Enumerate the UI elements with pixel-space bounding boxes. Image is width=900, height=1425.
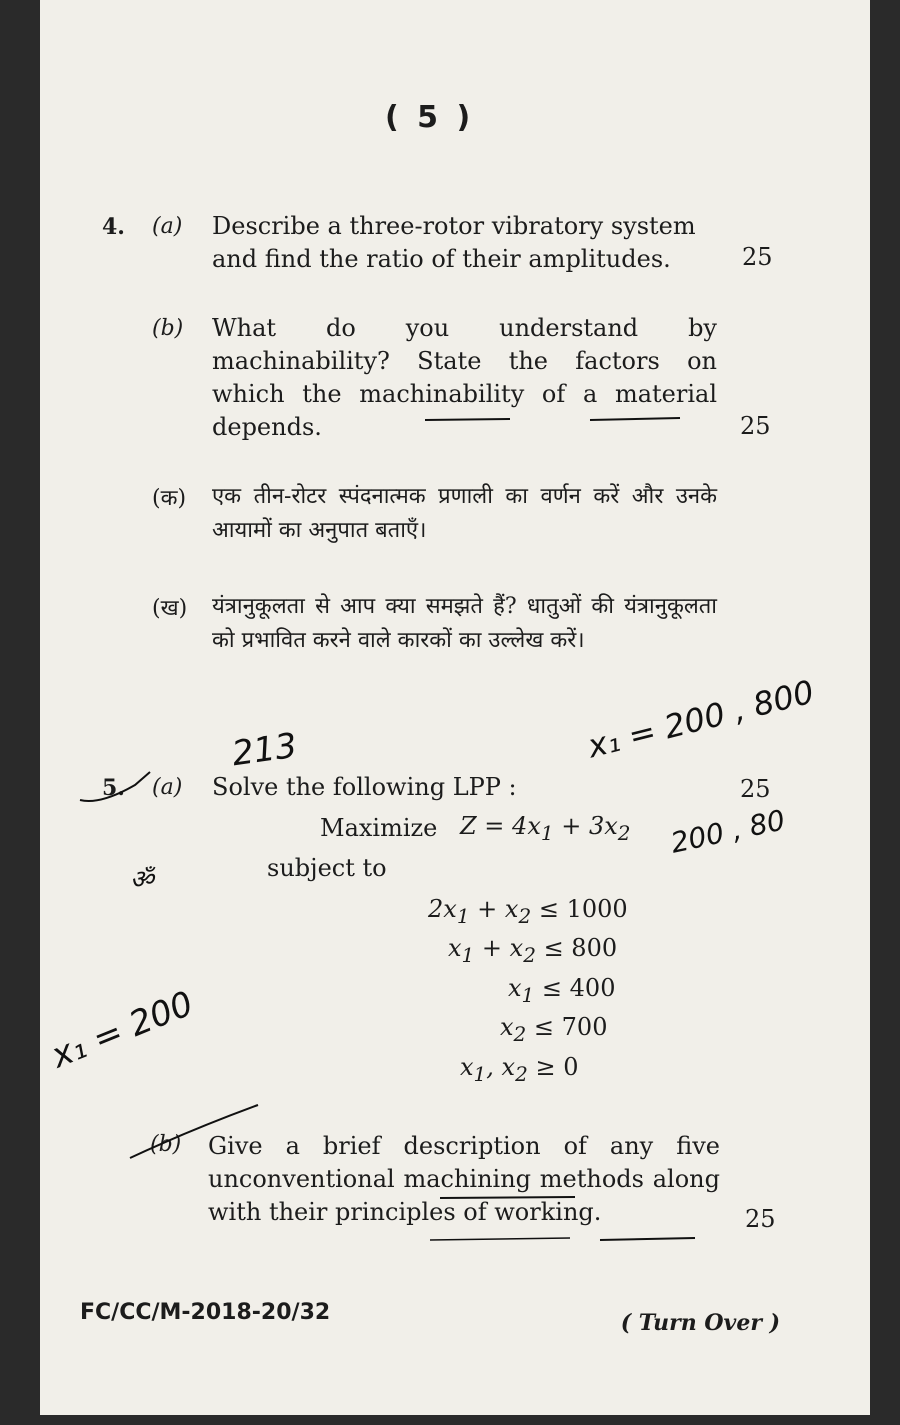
- question-number-4: 4.: [102, 214, 125, 240]
- page-number: ( 5 ): [385, 100, 475, 135]
- handwritten-note-right: 200 , 80: [667, 803, 788, 860]
- paper-code: FC/CC/M-2018-20/32: [80, 1300, 331, 1325]
- maximize-label: Maximize: [320, 814, 438, 842]
- turn-over-note: ( Turn Over ): [620, 1310, 780, 1336]
- tick-mark-5a: [80, 772, 150, 801]
- q4ka-text: एक तीन-रोटर स्पंदनात्मक प्रणाली का वर्णन करें और उनके आयामों का अनुपात बताएँ।: [212, 484, 717, 543]
- handwritten-note-x1-left: x₁ = 200: [45, 983, 199, 1077]
- handwritten-note-x1-top: x₁ = 200 , 800: [583, 672, 818, 766]
- objective-function: $Z = 4x_1 + 3x_2$: [460, 812, 631, 845]
- exam-page: [40, 0, 870, 1415]
- underline-machinability: [425, 419, 510, 420]
- constraint-4: $x_2 \le 700$: [500, 1013, 608, 1046]
- underline-working: [600, 1238, 695, 1240]
- constraint-2: $x_1 + x_2 \le 800$: [448, 934, 618, 967]
- handwritten-note-213: 213: [229, 725, 300, 775]
- underline-material: [590, 418, 680, 420]
- q5a-label: (a): [152, 775, 183, 800]
- q4b-label: (b): [152, 316, 184, 341]
- q4kha-label: (ख): [152, 596, 188, 621]
- q4a-marks: 25: [742, 243, 773, 271]
- pen-strokes: [40, 0, 870, 1415]
- q5a-marks: 25: [740, 775, 771, 803]
- q4a-label: (a): [152, 214, 183, 239]
- q5a-text: Solve the following LPP :: [212, 773, 517, 801]
- q5b-label: (b): [150, 1132, 182, 1157]
- underline-machining: [440, 1197, 575, 1198]
- q4b-marks: 25: [740, 412, 771, 440]
- constraint-5: $x_1$, $x_2 \ge 0$: [460, 1053, 579, 1086]
- q4ka-label: (क): [152, 486, 187, 511]
- constraint-1: $2x_1 + x_2 \le 1000$: [428, 895, 628, 928]
- q5b-marks: 25: [745, 1205, 776, 1233]
- underline-principles: [430, 1238, 570, 1240]
- q4b-text: What do you understand by machinability? State the factors on which the machinability of a material depends.: [212, 314, 717, 441]
- subject-to-label: subject to: [267, 854, 387, 882]
- tick-mark-5b: [130, 1105, 258, 1158]
- question-number-5: 5.: [102, 775, 125, 801]
- q4kha-text: यंत्रानुकूलता से आप क्या समझते हैं? धातुओं की यंत्रानुकूलता को प्रभावित करने वाले कारकों का उल्लेख करें।: [212, 594, 717, 653]
- constraint-3: $x_1 \le 400$: [508, 974, 616, 1007]
- handwritten-mark: ॐ: [130, 865, 154, 895]
- q4a-text: Describe a three-rotor vibratory system and find the ratio of their amplitudes.: [212, 212, 696, 273]
- q5b-text: Give a brief description of any five unconventional machining methods along with their principles of working.: [208, 1132, 720, 1226]
